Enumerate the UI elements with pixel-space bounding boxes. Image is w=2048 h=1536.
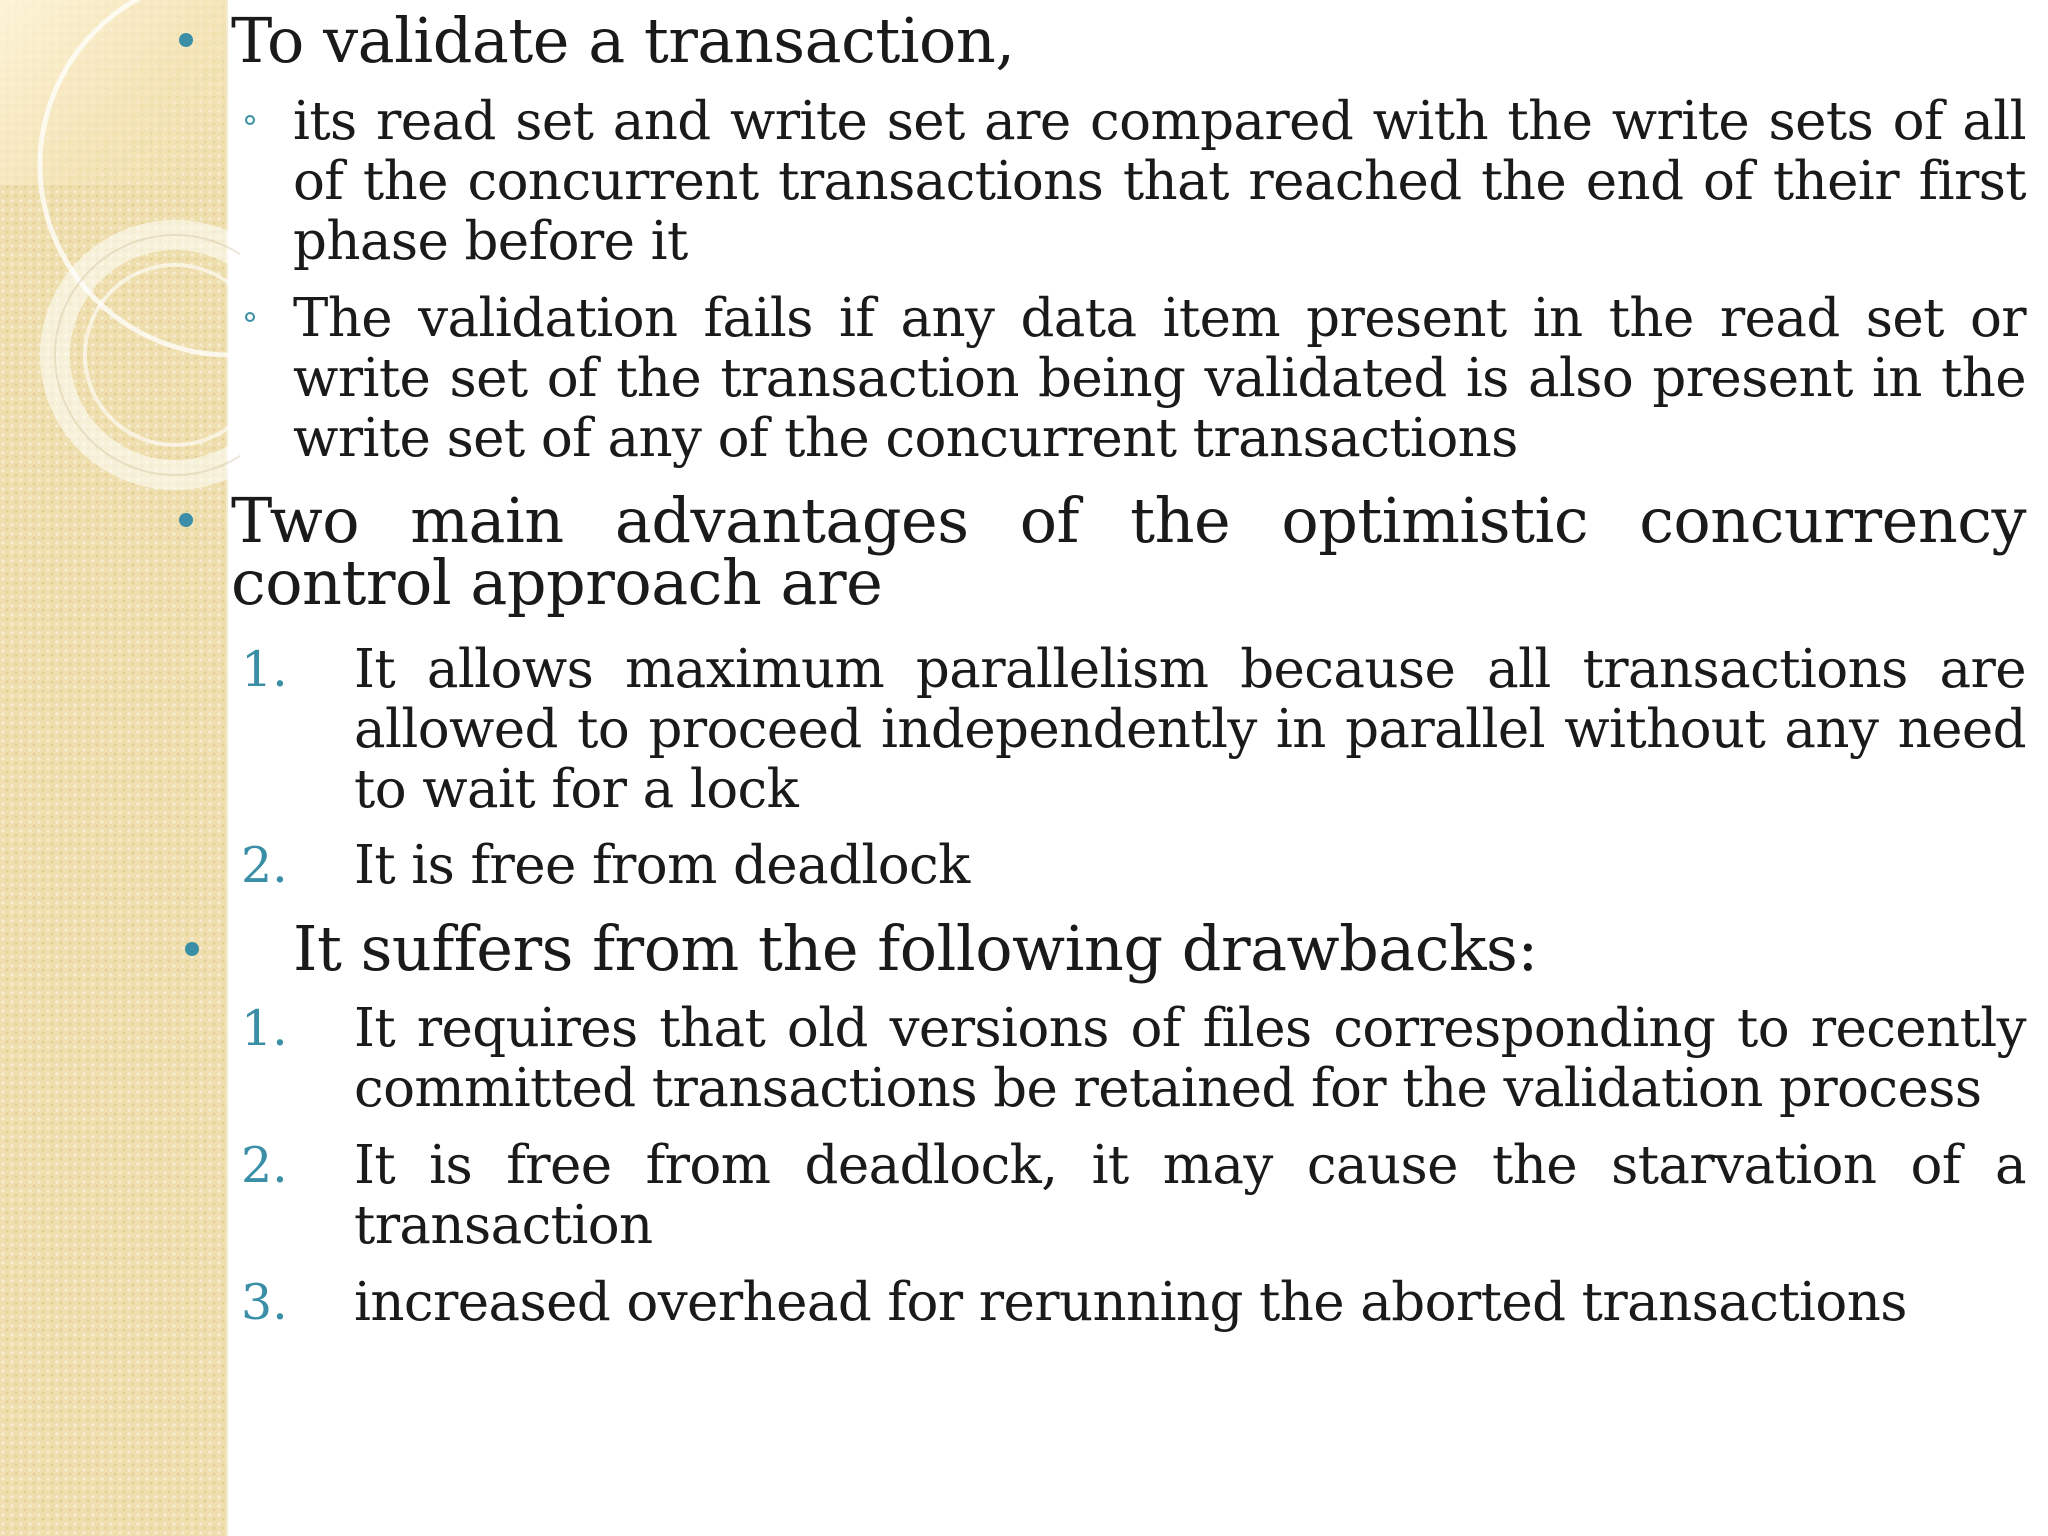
list-number: 2. [241,837,288,894]
numbered-text-old-versions: It requires that old versions of files corresponding to recently committed transactions be retained for the validation process [354,998,2026,1119]
bullet-text-drawbacks: It suffers from the following drawbacks: [293,912,1538,985]
list-number: 3. [241,1274,288,1331]
list-number: 1. [241,641,288,698]
sub-bullet-text-fails: The validation fails if any data item present in the read set or write set of the transaction being validated is also present in the write set of any of the concurrent transactions [293,288,2026,469]
numbered-text-overhead: increased overhead for rerunning the aborted transactions [354,1272,1907,1333]
bullet-dot [179,33,193,47]
sub-bullet-circle [245,312,255,322]
sub-bullet-text-compare: its read set and write set are compared with the write sets of all of the concurrent transactions that reached the end of their first phase before it [293,91,2026,272]
bullet-dot [179,513,193,527]
bullet-dot [185,942,199,956]
list-number: 2. [241,1137,288,1194]
bullet-text-advantages: Two main advantages of the optimistic concurrency control approach are [231,484,2026,619]
bullet-text-validate: To validate a transaction, [231,4,1015,77]
sub-bullet-circle [245,115,255,125]
list-number: 1. [241,1000,288,1057]
numbered-text-deadlock-free: It is free from deadlock [354,835,970,896]
numbered-text-parallelism: It allows maximum parallelism because all transactions are allowed to proceed independently in parallel without any need to wait for a lock [354,639,2026,820]
numbered-text-starvation: It is free from deadlock, it may cause the starvation of a transaction [354,1135,2026,1256]
